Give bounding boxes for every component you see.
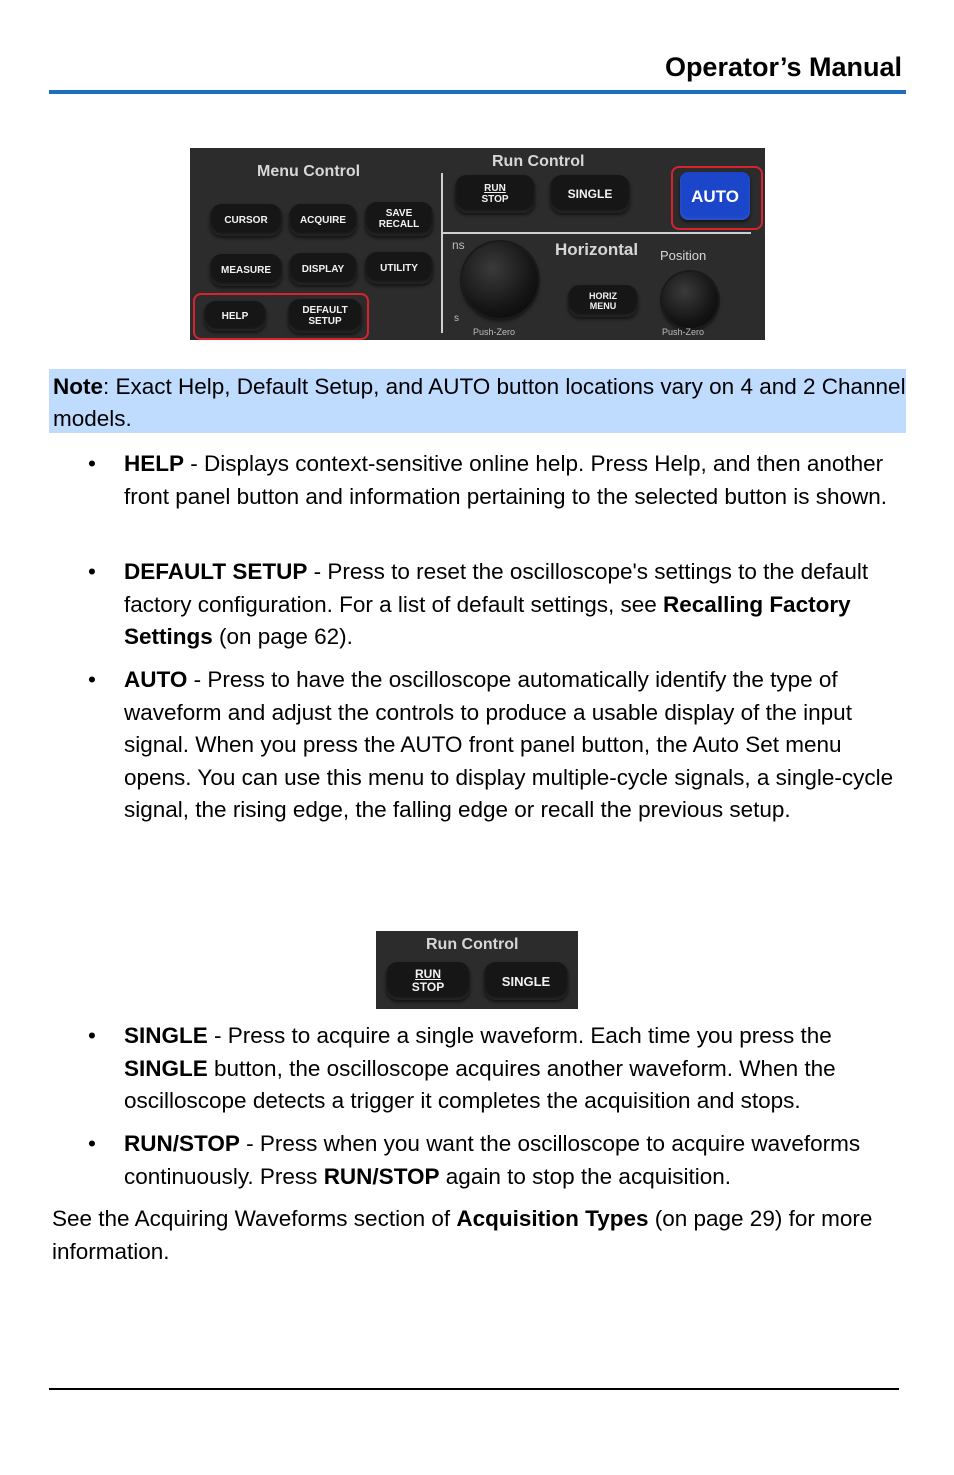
position-knob (662, 272, 718, 328)
bullet-text: - Press to reset the oscilloscope's settings to the default factory configuration. For a list of default settings, see (124, 559, 869, 617)
run-control-label: Run Control (492, 153, 585, 170)
cursor-button: CURSOR (210, 204, 282, 236)
bullet-text: - Press to acquire a single waveform. Each time you press the (207, 1023, 832, 1048)
position-label: Position (660, 248, 707, 263)
note-label: Note (53, 374, 103, 399)
display-button: DISPLAY (289, 253, 357, 285)
measure-button: MEASURE (210, 254, 282, 286)
note-box (49, 369, 906, 433)
closing-paragraph (52, 1203, 912, 1268)
bullet-dot: • (88, 1023, 96, 1048)
bullet-dot: • (88, 1131, 96, 1156)
single-button: SINGLE (484, 962, 568, 1000)
bullet-single (88, 1020, 914, 1118)
save-recall-button: SAVE RECALL (365, 202, 433, 236)
page-header-title: Operator’s Manual (664, 52, 902, 82)
bullet-term: DEFAULT SETUP (124, 559, 308, 584)
bullet-text: (on page 62). (212, 624, 353, 649)
recalling-factory-settings-link[interactable]: Recalling Factory Settings (124, 591, 851, 649)
run-stop-button: RUN STOP (455, 175, 535, 213)
bullet-term: AUTO (124, 667, 188, 692)
bullet-run-stop (88, 1128, 914, 1193)
vertical-divider (441, 173, 443, 333)
acquire-button: ACQUIRE (289, 204, 357, 236)
header-rule (49, 90, 906, 94)
bullet-dot: • (88, 667, 96, 692)
bullet-term: RUN/STOP (124, 1131, 240, 1156)
bullet-auto (88, 664, 914, 827)
acquisition-types-link[interactable]: Acquisition Types (456, 1206, 649, 1231)
push-zero-left-label: Push-Zero (473, 327, 516, 337)
note-text: : Exact Help, Default Setup, and AUTO button locations vary on 4 and 2 Channel models. (53, 374, 906, 431)
bullet-text: button, the oscilloscope acquires another waveform. When the oscilloscope detects a trigger it completes the acquisition and stops. (124, 1055, 836, 1113)
bullet-term: RUN/STOP (323, 1163, 440, 1189)
ns-label: ns (452, 238, 465, 252)
bullet-term: SINGLE (124, 1023, 208, 1048)
bullet-text: - Press when you want the oscilloscope to acquire waveforms continuously. Press (124, 1131, 861, 1189)
horiz-menu-button: HORIZ MENU (568, 285, 638, 317)
bullet-default-setup (88, 556, 914, 654)
help-button: HELP (204, 301, 266, 331)
bullet-dot: • (88, 451, 96, 476)
horizontal-label: Horizontal (555, 240, 639, 259)
bullet-text: - Press to have the oscilloscope automatically identify the type of waveform and adjust the controls to produce a usable display of the input signal. When you press the AUTO front panel button, the Auto Set menu opens. You can use this menu to display multiple-cycle signals, a single-cycle signal, the rising edge, the falling edge or recall the previous setup. (124, 667, 894, 822)
bullet-term: HELP (124, 451, 185, 476)
utility-button: UTILITY (365, 252, 433, 284)
bullet-dot: • (88, 559, 96, 584)
menu-control-label: Menu Control (257, 163, 361, 180)
s-label: s (454, 313, 459, 324)
front-panel-image (190, 148, 765, 340)
footer-rule (49, 1388, 899, 1390)
horizontal-divider (441, 232, 751, 234)
closing-text: (on page 29) for more information. (52, 1206, 873, 1264)
single-button: SINGLE (550, 175, 630, 213)
push-zero-right-label: Push-Zero (662, 327, 705, 337)
closing-text: See the Acquiring Waveforms section of (52, 1206, 457, 1231)
bullet-help (88, 448, 914, 513)
bullet-text: - Displays context-sensitive online help. Press Help, and then another front panel button and information pertaining to the selected button is shown. (124, 451, 888, 509)
bullet-text: again to stop the acquisition. (439, 1163, 731, 1189)
bullet-term: SINGLE (124, 1055, 208, 1081)
run-control-image (376, 931, 578, 1009)
timebase-knob (462, 242, 538, 318)
default-setup-button: DEFAULT SETUP (288, 299, 362, 333)
auto-button: AUTO (680, 172, 750, 220)
run-stop-button: RUN STOP (386, 962, 470, 1000)
run-control-label: Run Control (426, 936, 519, 953)
